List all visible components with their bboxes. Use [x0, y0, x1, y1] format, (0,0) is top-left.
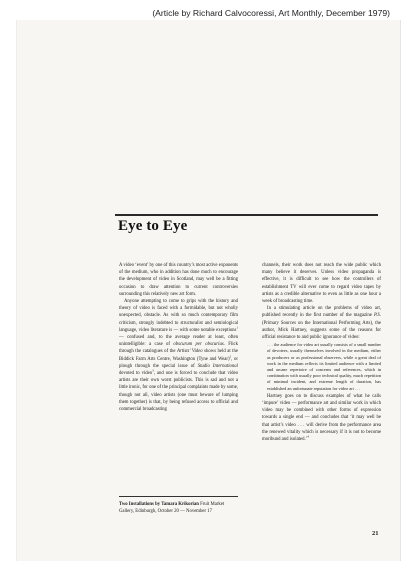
article-title: Eye to Eye: [118, 218, 188, 234]
text-run: . Flick through the catalogues of the: [119, 342, 239, 355]
magazine-ps: P.S.: [373, 313, 381, 319]
text-run: (Primary Sources on the International Performing Arts), the author, Mick Hartney, suggests some of the reasons for official resistance to and public ignorance of video:: [262, 320, 381, 341]
title-rule: [115, 214, 378, 216]
block-quote: . . . the audience for video art usually consists of a small number of devotees, usually themselves involved in the medium, either as producers or as professional observers, while a great deal of work in the medium reflects its limited audience with a limited and arcane repertoire of concerns and references, which in combination with usually poor technical quality, much repetition of minimal incident, and extreme length of duration, has established an unfortunate reputation for video art . . .: [267, 342, 381, 391]
text-run: , and one is forced to conclude that video artists are their own worst publicists. This is sad and not a little ironic, for one of the principal complaints made by some, though not all, video artists (one must beware of lumping them together) is that, by being refused access to official and commercial broadcasting: [119, 371, 238, 413]
footnote-ref-4: 4: [307, 434, 309, 439]
paragraph-impure-video: [262, 393, 381, 443]
footnote-ref-1: 1: [236, 325, 238, 330]
paragraph-hartney: [262, 305, 381, 341]
paragraph-intro: A video ‘event’ by one of this country’s most active exponents of the medium, who in addition has done much to encourage the development of video in Scotland, may well be a fitting occasion to draw attention to current controversies surrounding this relatively new art form.: [119, 263, 238, 297]
text-run: shows held at the Biddick Farm Arts Centre, Washington (Tyne and Wear): [119, 349, 238, 362]
latin-phrase: obscurum per obscurius: [173, 342, 224, 348]
left-column: [119, 262, 238, 413]
exhibition-note: [119, 502, 238, 516]
magazine-title: Studio International: [197, 363, 238, 369]
text-run: Anyone attempting to come to grips with the history and theory of video is faced with a formidable, but not wholly unexpected, obstacle. As with so much contemporary film criticism, strongly indebted to structuralist and semiological language, video literature is — with some notable exceptions: [119, 299, 238, 333]
text-run: In a stimulating article on the problems of video art, published recently in the first number of the magazine: [262, 306, 381, 319]
article-source-caption: (Article by Richard Calvocoressi, Art Monthly, December 1979): [152, 8, 390, 18]
exhibition-title: Two Installations by Tamara Krikorian: [119, 502, 199, 507]
paragraph-channels: channels, their work does not reach the wide public which many believe it deserves. Unless video propaganda is effective, it is difficult to see how the controllers of establishment TV will ever come to regard video tapes by artists as a credible alternative to even as little as one hour a week of broadcasting time.: [262, 263, 381, 305]
footnote-rule: [119, 496, 238, 497]
footnote-ref-3: 3: [152, 368, 154, 373]
text-run: , or plough through the special issue of: [119, 356, 238, 369]
text-run: Hartney goes on to discuss examples of what he calls ‘impure’ video — performance art and similar work in which video may be combined with other forms of expression towards a single end — and concludes that ‘it may well be that artist’s video . . . will derive from the performance area the renewed vitality which is necessary if it is not to become moribund and isolated.’: [262, 393, 381, 443]
right-column: [262, 262, 381, 443]
show-title: Artists’ Video: [176, 349, 203, 355]
page-number: 21: [372, 530, 379, 537]
paragraph-history: [119, 298, 238, 413]
footnote-ref-2: 2: [229, 354, 232, 359]
exhibition-details: Fruit Market Gallery, Edinburgh, October 20 — November 17: [119, 502, 225, 514]
text-run: — confused and, to the average reader at least, often unintelligible: a case of: [119, 335, 238, 348]
text-run: devoted to video: [119, 371, 153, 377]
